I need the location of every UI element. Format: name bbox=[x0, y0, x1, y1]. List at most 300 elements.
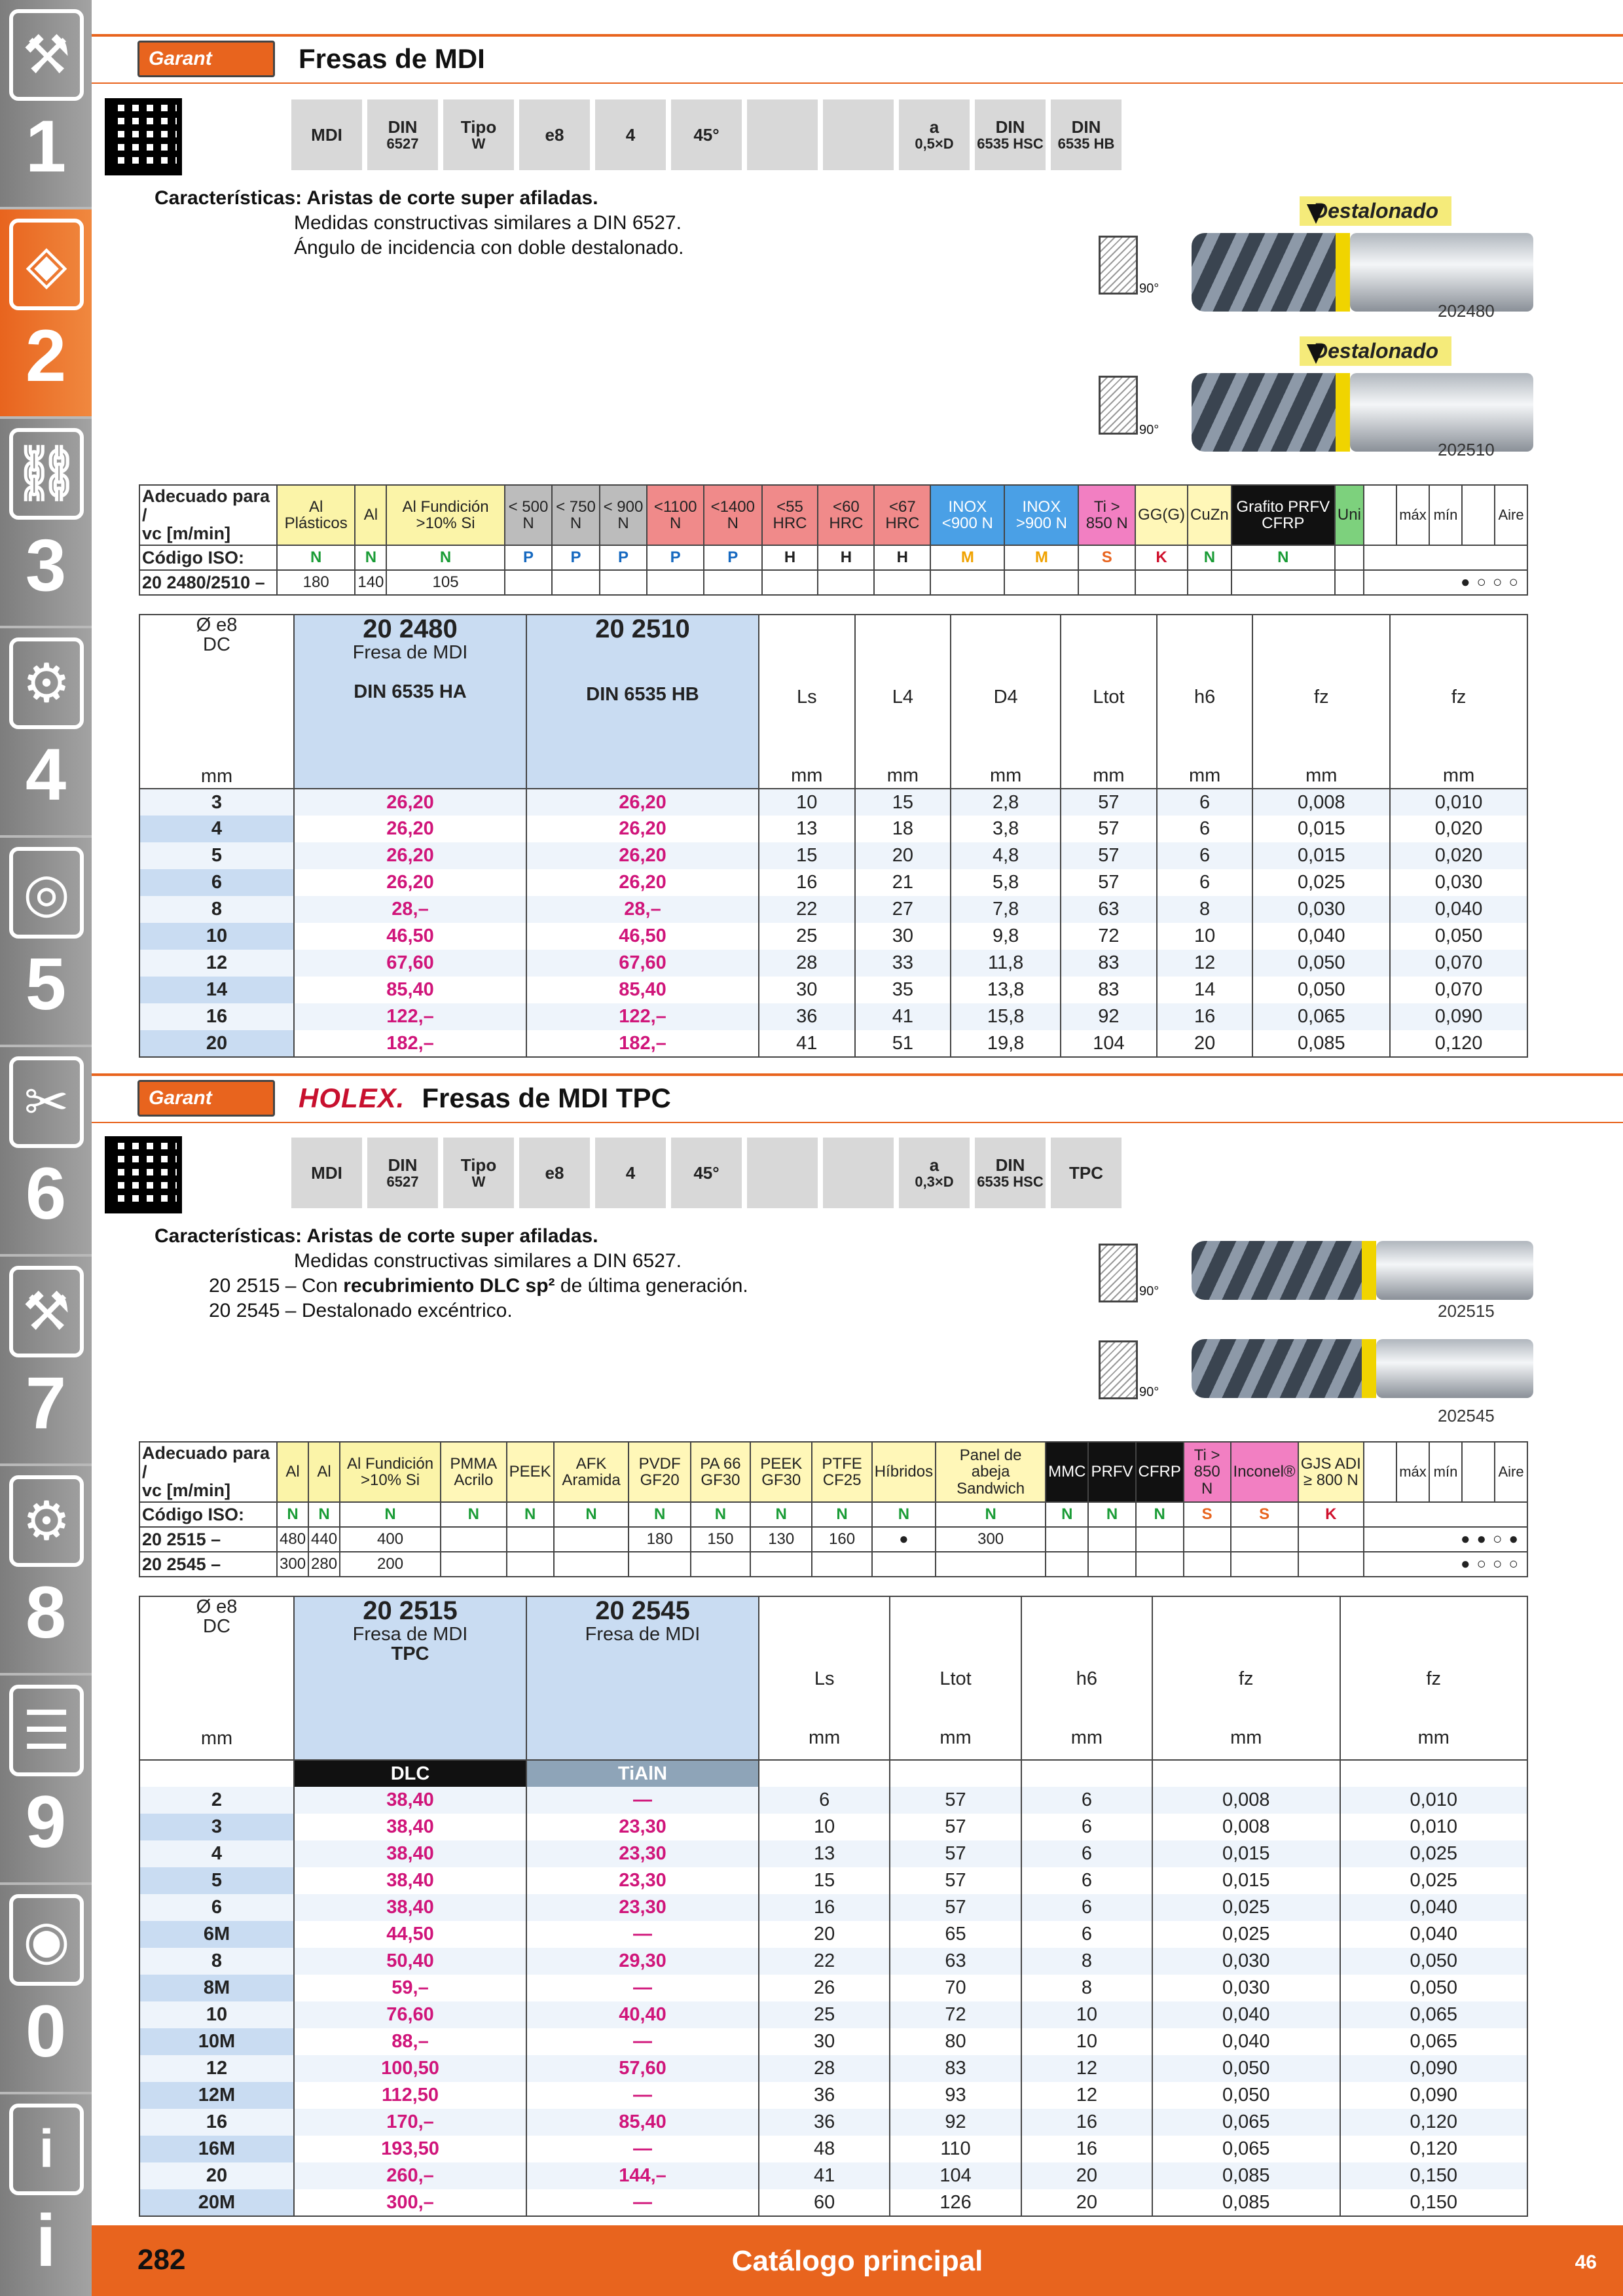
material-column: PEEK bbox=[507, 1442, 554, 1502]
article-number: 202480 bbox=[1438, 301, 1495, 321]
article-header: 20 2545 Fresa de MDI bbox=[526, 1596, 759, 1760]
property-icons bbox=[291, 99, 1122, 170]
iso-code: N bbox=[507, 1502, 554, 1527]
vc-value bbox=[629, 1552, 690, 1577]
vc-value: 150 bbox=[691, 1527, 750, 1552]
dimension-column: L4 mm bbox=[855, 615, 951, 789]
angle-icon bbox=[1099, 236, 1138, 295]
iso-code: M bbox=[930, 545, 1004, 570]
value-cell: 25 bbox=[759, 2001, 890, 2028]
material-column: Al bbox=[277, 1442, 308, 1502]
value-cell: 0,015 bbox=[1252, 816, 1390, 842]
value-cell: 83 bbox=[1061, 977, 1157, 1003]
chapter-number: 0 bbox=[25, 1990, 67, 2072]
iso-code: N bbox=[691, 1502, 750, 1527]
article-number: 202545 bbox=[1438, 1406, 1495, 1426]
table-row bbox=[139, 923, 1527, 950]
price-cell: 26,20 bbox=[526, 789, 759, 816]
coating-label: DLC bbox=[294, 1760, 526, 1787]
value-cell: 9,8 bbox=[951, 923, 1061, 950]
garant-logo: Garant bbox=[137, 41, 275, 77]
dimension-column: D4 mm bbox=[951, 615, 1061, 789]
value-cell: 33 bbox=[855, 950, 951, 977]
coating-row bbox=[139, 1760, 1527, 1787]
value-cell: 12 bbox=[1157, 950, 1253, 977]
material-column: Al bbox=[355, 485, 386, 545]
value-cell: 0,025 bbox=[1152, 1921, 1340, 1948]
chapter-tab-0[interactable] bbox=[0, 1885, 92, 2094]
price-cell: 76,60 bbox=[294, 2001, 526, 2028]
qr-code-icon[interactable] bbox=[105, 98, 182, 175]
vc-value bbox=[1088, 1552, 1135, 1577]
material-column: Inconel® bbox=[1231, 1442, 1298, 1502]
price-cell: 85,40 bbox=[526, 2109, 759, 2136]
value-cell: 12 bbox=[1021, 2055, 1152, 2082]
material-column: Uni bbox=[1335, 485, 1364, 545]
price-cell: 57,60 bbox=[526, 2055, 759, 2082]
value-cell: 22 bbox=[759, 1948, 890, 1975]
value-cell: 72 bbox=[890, 2001, 1021, 2028]
value-cell: 3,8 bbox=[951, 816, 1061, 842]
value-cell: 0,050 bbox=[1340, 1975, 1528, 2001]
material-column: INOX >900 N bbox=[1004, 485, 1078, 545]
material-column: Al Plásticos bbox=[277, 485, 355, 545]
value-cell: 20 bbox=[1021, 2162, 1152, 2189]
price-cell: 100,50 bbox=[294, 2055, 526, 2082]
price-cell: 50,40 bbox=[294, 1948, 526, 1975]
value-cell: 57 bbox=[890, 1787, 1021, 1814]
vc-value bbox=[1078, 570, 1135, 595]
iso-code: N bbox=[340, 1502, 441, 1527]
price-cell: 26,20 bbox=[294, 789, 526, 816]
iso-code: N bbox=[936, 1502, 1046, 1527]
vc-value bbox=[936, 1552, 1046, 1577]
value-cell: 26 bbox=[759, 1975, 890, 2001]
coolant-column: máx bbox=[1396, 485, 1429, 545]
price-cell: 23,30 bbox=[526, 1867, 759, 1894]
property-icon bbox=[823, 1138, 894, 1208]
material-column: Al bbox=[308, 1442, 340, 1502]
chapter-tab-4[interactable] bbox=[0, 628, 92, 838]
chapter-icon: ⚙ bbox=[9, 1475, 84, 1567]
value-cell: 0,065 bbox=[1340, 2028, 1528, 2055]
value-cell: 57 bbox=[1061, 842, 1157, 869]
value-cell: 4,8 bbox=[951, 842, 1061, 869]
price-cell: 26,20 bbox=[526, 842, 759, 869]
diameter-cell: 8 bbox=[139, 896, 294, 923]
section2-title: Fresas de MDI TPC bbox=[422, 1083, 671, 1113]
value-cell: 92 bbox=[890, 2109, 1021, 2136]
value-cell: 0,050 bbox=[1252, 950, 1390, 977]
vc-value: 280 bbox=[308, 1552, 340, 1577]
vc-value: ● bbox=[872, 1527, 936, 1552]
value-cell: 0,150 bbox=[1340, 2162, 1528, 2189]
price-cell: 112,50 bbox=[294, 2082, 526, 2109]
price-cell: 193,50 bbox=[294, 2136, 526, 2162]
article-header: 20 2515 Fresa de MDI TPC bbox=[294, 1596, 526, 1760]
tool-image bbox=[1192, 233, 1336, 312]
value-cell: 6 bbox=[1157, 842, 1253, 869]
price-cell: 300,– bbox=[294, 2189, 526, 2216]
chapter-number: 7 bbox=[25, 1362, 67, 1444]
value-cell: 48 bbox=[759, 2136, 890, 2162]
chapter-number: 6 bbox=[25, 1153, 67, 1234]
chapter-tab-1[interactable] bbox=[0, 0, 92, 209]
vc-value: 300 bbox=[277, 1552, 308, 1577]
value-cell: 15,8 bbox=[951, 1003, 1061, 1030]
table-row bbox=[139, 1948, 1527, 1975]
value-cell: 15 bbox=[759, 842, 855, 869]
material-column: Ti > 850 N bbox=[1184, 1442, 1231, 1502]
chapter-icon: ◉ bbox=[9, 1894, 84, 1986]
chapter-icon: ✂ bbox=[9, 1056, 84, 1148]
value-cell: 0,025 bbox=[1340, 1840, 1528, 1867]
property-icons bbox=[291, 1138, 1122, 1208]
value-cell: 57 bbox=[1061, 816, 1157, 842]
chapter-tab-6[interactable] bbox=[0, 1047, 92, 1257]
value-cell: 0,050 bbox=[1152, 2082, 1340, 2109]
value-cell: 16 bbox=[1157, 1003, 1253, 1030]
property-icon: 45° bbox=[671, 99, 742, 170]
property-icon: DIN 6527 bbox=[367, 1138, 438, 1208]
price-cell: 26,20 bbox=[526, 816, 759, 842]
property-icon: DIN 6535 HSC bbox=[975, 1138, 1046, 1208]
price-cell: 46,50 bbox=[294, 923, 526, 950]
diameter-cell: 6 bbox=[139, 1894, 294, 1921]
suitable-label: Adecuado para / vc [m/min] bbox=[139, 485, 277, 545]
material-column: GJS ADI ≥ 800 N bbox=[1298, 1442, 1364, 1502]
value-cell: 0,008 bbox=[1152, 1814, 1340, 1840]
chapter-number: 3 bbox=[25, 524, 67, 606]
price-cell: 144,– bbox=[526, 2162, 759, 2189]
dimension-column: Ls mm bbox=[759, 1596, 890, 1760]
value-cell: 57 bbox=[890, 1867, 1021, 1894]
destalonado-tag: Destalonado bbox=[1300, 196, 1451, 226]
chapter-tab-7[interactable] bbox=[0, 1257, 92, 1466]
iso-code: N bbox=[1136, 1502, 1184, 1527]
value-cell: 6 bbox=[1021, 1894, 1152, 1921]
iso-code: N bbox=[1231, 545, 1335, 570]
dimension-column: fz mm bbox=[1152, 1596, 1340, 1760]
value-cell: 0,025 bbox=[1152, 1894, 1340, 1921]
value-cell: 0,065 bbox=[1152, 2109, 1340, 2136]
value-cell: 0,120 bbox=[1340, 2136, 1528, 2162]
table-row bbox=[139, 1814, 1527, 1840]
price-cell: 29,30 bbox=[526, 1948, 759, 1975]
holex-logo: HOLEX. bbox=[299, 1083, 405, 1113]
material-column: PEEK GF30 bbox=[750, 1442, 812, 1502]
diameter-cell: 5 bbox=[139, 1867, 294, 1894]
material-column: < 750 N bbox=[552, 485, 600, 545]
diameter-cell: 20M bbox=[139, 2189, 294, 2216]
value-cell: 8 bbox=[1021, 1948, 1152, 1975]
iso-code: P bbox=[600, 545, 647, 570]
property-icon: DIN 6535 HSC bbox=[975, 99, 1046, 170]
price-cell: 23,30 bbox=[526, 1894, 759, 1921]
vc-value bbox=[1136, 1552, 1184, 1577]
coolant-column bbox=[1364, 485, 1396, 545]
price-cell: 38,40 bbox=[294, 1867, 526, 1894]
value-cell: 57 bbox=[1061, 869, 1157, 896]
iso-code: K bbox=[1135, 545, 1188, 570]
section-divider bbox=[92, 1073, 1623, 1076]
page-number: 282 bbox=[137, 2244, 186, 2276]
value-cell: 93 bbox=[890, 2082, 1021, 2109]
property-icon: Tipo W bbox=[443, 99, 514, 170]
chapter-sidebar bbox=[0, 0, 92, 2296]
table-row bbox=[139, 1787, 1527, 1814]
iso-code: P bbox=[704, 545, 762, 570]
qr-code-icon[interactable] bbox=[105, 1136, 182, 1213]
marker-icon bbox=[1307, 204, 1325, 224]
value-cell: 104 bbox=[1061, 1030, 1157, 1057]
value-cell: 20 bbox=[759, 1921, 890, 1948]
features-title: Características: Aristas de corte super afiladas. bbox=[155, 1225, 598, 1247]
iso-code: H bbox=[818, 545, 874, 570]
vc-value bbox=[1046, 1552, 1088, 1577]
dimension-header-row bbox=[139, 615, 1527, 789]
chapter-tab-8[interactable] bbox=[0, 1466, 92, 1676]
price-cell: 23,30 bbox=[526, 1840, 759, 1867]
material-column: PRFV bbox=[1088, 1442, 1135, 1502]
property-icon: Tipo W bbox=[443, 1138, 514, 1208]
table-row bbox=[139, 2162, 1527, 2189]
chapter-number: 2 bbox=[25, 315, 67, 397]
vc-value: 400 bbox=[340, 1527, 441, 1552]
price-cell: 28,– bbox=[294, 896, 526, 923]
price-cell: 170,– bbox=[294, 2109, 526, 2136]
value-cell: 12 bbox=[1021, 2082, 1152, 2109]
coolant-dots: ●○○○ bbox=[1364, 570, 1527, 595]
section2-features bbox=[155, 1224, 748, 1323]
table-row bbox=[139, 1894, 1527, 1921]
vc-value bbox=[1136, 1527, 1184, 1552]
price-cell: 28,– bbox=[526, 896, 759, 923]
material-column: <60 HRC bbox=[818, 485, 874, 545]
price-cell: 26,20 bbox=[294, 842, 526, 869]
vc-value bbox=[1135, 570, 1188, 595]
property-icon: 4 bbox=[595, 99, 666, 170]
dimension-column: Ltot mm bbox=[1061, 615, 1157, 789]
coolant-dots: ●●○● bbox=[1364, 1527, 1527, 1552]
material-column: <67 HRC bbox=[874, 485, 930, 545]
value-cell: 5,8 bbox=[951, 869, 1061, 896]
tool-image bbox=[1192, 1241, 1362, 1300]
value-cell: 6 bbox=[1021, 1840, 1152, 1867]
angle-icon bbox=[1099, 1244, 1138, 1302]
vc-value bbox=[1046, 1527, 1088, 1552]
dimension-column: Ltot mm bbox=[890, 1596, 1021, 1760]
vc-value bbox=[552, 570, 600, 595]
article-number: 202510 bbox=[1438, 440, 1495, 459]
chapter-number: 9 bbox=[25, 1781, 67, 1863]
value-cell: 0,085 bbox=[1252, 1030, 1390, 1057]
value-cell: 0,040 bbox=[1252, 923, 1390, 950]
iso-code: N bbox=[1188, 545, 1231, 570]
price-cell: 67,60 bbox=[526, 950, 759, 977]
value-cell: 14 bbox=[1157, 977, 1253, 1003]
material-header-row bbox=[139, 485, 1527, 545]
vc-value bbox=[1298, 1527, 1364, 1552]
iso-code: N bbox=[1046, 1502, 1088, 1527]
marker-icon bbox=[1307, 344, 1325, 364]
value-cell: 25 bbox=[759, 923, 855, 950]
table-row bbox=[139, 896, 1527, 923]
value-cell: 0,050 bbox=[1252, 977, 1390, 1003]
price-cell: 38,40 bbox=[294, 1894, 526, 1921]
table-row bbox=[139, 1003, 1527, 1030]
vc-value bbox=[872, 1552, 936, 1577]
value-cell: 10 bbox=[1021, 2001, 1152, 2028]
diameter-cell: 8 bbox=[139, 1948, 294, 1975]
vc-value bbox=[1298, 1552, 1364, 1577]
iso-code: N bbox=[277, 1502, 308, 1527]
property-icon: 4 bbox=[595, 1138, 666, 1208]
value-cell: 6 bbox=[1021, 1867, 1152, 1894]
property-icon bbox=[747, 99, 818, 170]
coolant-column: mín bbox=[1429, 1442, 1462, 1502]
value-cell: 51 bbox=[855, 1030, 951, 1057]
value-cell: 0,040 bbox=[1340, 1894, 1528, 1921]
iso-code: P bbox=[647, 545, 704, 570]
coolant-column: Aire bbox=[1495, 1442, 1527, 1502]
diameter-cell: 10M bbox=[139, 2028, 294, 2055]
material-column: < 500 N bbox=[505, 485, 553, 545]
value-cell: 104 bbox=[890, 2162, 1021, 2189]
angle-label: 90° bbox=[1139, 281, 1159, 296]
value-cell: 41 bbox=[855, 1003, 951, 1030]
value-cell: 7,8 bbox=[951, 896, 1061, 923]
value-cell: 92 bbox=[1061, 1003, 1157, 1030]
angle-icon bbox=[1099, 1340, 1138, 1399]
value-cell: 63 bbox=[1061, 896, 1157, 923]
value-cell: 65 bbox=[890, 1921, 1021, 1948]
chapter-number: 1 bbox=[25, 105, 67, 187]
diameter-cell: 3 bbox=[139, 1814, 294, 1840]
vc-value bbox=[1335, 570, 1364, 595]
iso-code: N bbox=[441, 1502, 507, 1527]
vc-value bbox=[647, 570, 704, 595]
diameter-cell: 16M bbox=[139, 2136, 294, 2162]
value-cell: 83 bbox=[1061, 950, 1157, 977]
value-cell: 0,040 bbox=[1340, 1921, 1528, 1948]
price-cell: 40,40 bbox=[526, 2001, 759, 2028]
coolant-column bbox=[1462, 1442, 1495, 1502]
chapter-tab-2[interactable] bbox=[0, 209, 92, 419]
diameter-cell: 16 bbox=[139, 2109, 294, 2136]
chapter-tab-3[interactable] bbox=[0, 419, 92, 628]
diameter-cell: 12M bbox=[139, 2082, 294, 2109]
vc-row bbox=[139, 1527, 1527, 1552]
angle-label: 90° bbox=[1139, 1385, 1159, 1399]
diameter-cell: 6M bbox=[139, 1921, 294, 1948]
material-header-row bbox=[139, 1442, 1527, 1502]
dimension-header-row bbox=[139, 1596, 1527, 1760]
feature-line: Medidas constructivas similares a DIN 6527. bbox=[294, 1250, 682, 1272]
value-cell: 0,030 bbox=[1390, 869, 1527, 896]
value-cell: 0,065 bbox=[1340, 2001, 1528, 2028]
price-cell: 122,– bbox=[294, 1003, 526, 1030]
value-cell: 63 bbox=[890, 1948, 1021, 1975]
material-column: PTFE CF25 bbox=[812, 1442, 871, 1502]
value-cell: 6 bbox=[1157, 869, 1253, 896]
article-number: 202515 bbox=[1438, 1301, 1495, 1321]
material-column: <1100 N bbox=[647, 485, 704, 545]
page-footer bbox=[92, 2225, 1623, 2296]
price-cell: — bbox=[526, 1787, 759, 1814]
feature-line: Medidas constructivas similares a DIN 6527. bbox=[294, 212, 682, 234]
tool-image bbox=[1192, 373, 1336, 452]
iso-code: N bbox=[554, 1502, 629, 1527]
value-cell: 80 bbox=[890, 2028, 1021, 2055]
iso-code: S bbox=[1078, 545, 1135, 570]
dimension-column: fz mm bbox=[1340, 1596, 1528, 1760]
vc-value: 140 bbox=[355, 570, 386, 595]
vc-value bbox=[505, 570, 553, 595]
vc-value bbox=[1184, 1527, 1231, 1552]
article-header: 20 2510 DIN 6535 HB bbox=[526, 615, 759, 789]
vc-value bbox=[554, 1527, 629, 1552]
price-cell: 26,20 bbox=[294, 816, 526, 842]
value-cell: 16 bbox=[1021, 2136, 1152, 2162]
price-cell: 38,40 bbox=[294, 1840, 526, 1867]
material-table bbox=[139, 1441, 1528, 1577]
chapter-icon: ◈ bbox=[9, 219, 84, 310]
material-column: Híbridos bbox=[872, 1442, 936, 1502]
value-cell: 10 bbox=[1021, 2028, 1152, 2055]
value-cell: 16 bbox=[759, 1894, 890, 1921]
iso-code: N bbox=[277, 545, 355, 570]
coolant-dots: ●○○○ bbox=[1364, 1552, 1527, 1577]
material-column: PMMA Acrilo bbox=[441, 1442, 507, 1502]
vc-value bbox=[818, 570, 874, 595]
coolant-column bbox=[1462, 485, 1495, 545]
article-header: 20 2480 Fresa de MDI DIN 6535 HA bbox=[294, 615, 526, 789]
value-cell: 72 bbox=[1061, 923, 1157, 950]
chapter-tab-i[interactable] bbox=[0, 2094, 92, 2296]
section1-title: Fresas de MDI bbox=[299, 43, 485, 74]
chapter-tab-5[interactable] bbox=[0, 838, 92, 1047]
vc-value bbox=[507, 1552, 554, 1577]
coolant-column: Aire bbox=[1495, 485, 1527, 545]
material-column: Ti > 850 N bbox=[1078, 485, 1135, 545]
table-row bbox=[139, 789, 1527, 816]
vc-value: 105 bbox=[386, 570, 504, 595]
value-cell: 8 bbox=[1157, 896, 1253, 923]
chapter-tab-9[interactable] bbox=[0, 1676, 92, 1885]
value-cell: 70 bbox=[890, 1975, 1021, 2001]
coolant-column bbox=[1364, 1442, 1396, 1502]
price-cell: 182,– bbox=[294, 1030, 526, 1057]
table-row bbox=[139, 2136, 1527, 2162]
value-cell: 0,010 bbox=[1390, 789, 1527, 816]
garant-logo: Garant bbox=[137, 1080, 275, 1117]
table-row bbox=[139, 2055, 1527, 2082]
value-cell: 36 bbox=[759, 2082, 890, 2109]
iso-code bbox=[1335, 545, 1364, 570]
value-cell: 2,8 bbox=[951, 789, 1061, 816]
chapter-icon: ⛓ bbox=[9, 428, 84, 520]
value-cell: 28 bbox=[759, 2055, 890, 2082]
diameter-cell: 6 bbox=[139, 869, 294, 896]
angle-label: 90° bbox=[1139, 423, 1159, 437]
diameter-cell: 4 bbox=[139, 816, 294, 842]
property-icon bbox=[823, 99, 894, 170]
vc-value: 180 bbox=[629, 1527, 690, 1552]
iso-row bbox=[139, 1502, 1527, 1527]
property-icon: TPC bbox=[1051, 1138, 1122, 1208]
chapter-number: 5 bbox=[25, 943, 67, 1025]
